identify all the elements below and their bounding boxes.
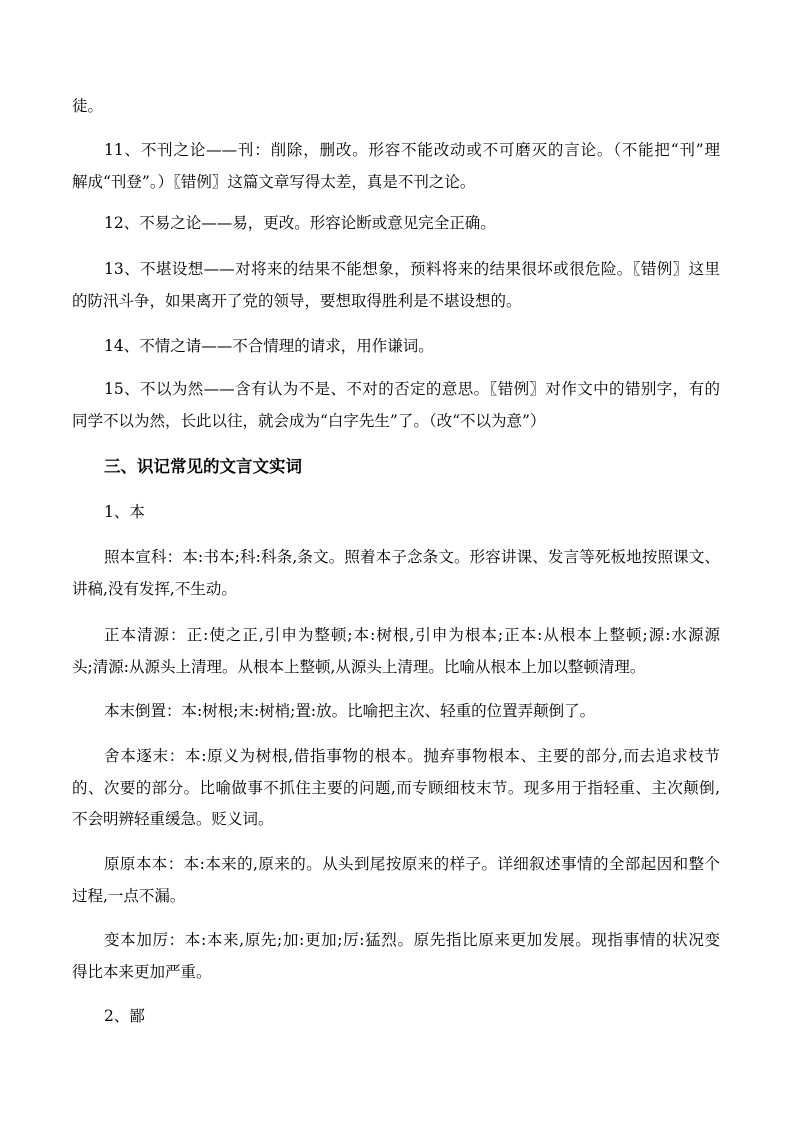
text-line: 过程,一点不漏。: [72, 887, 186, 905]
text-line: 原原本本：本:本来的,原来的。从头到尾按原来的样子。详细叙述事情的全部起因和整个: [104, 855, 720, 873]
text-line: 变本加厉：本:本来,原先;加:更加;厉:猛烈。原先指比原来更加发展。现指事情的状况变: [104, 931, 720, 949]
text-line: 的、次要的部分。比喻做事不抓住主要的问题,而专顾细枝末节。现多用于指轻重、主次颠倒,: [72, 779, 720, 797]
text-line: 1、本: [104, 503, 145, 521]
text-line: 不会明辨轻重缓急。贬义词。: [72, 810, 274, 828]
text-line: 头;清源:从源头上清理。从根本上整顿,从源头上清理。比喻从根本上加以整顿清理。: [72, 658, 646, 676]
text-line: 讲稿,没有发挥,不生动。: [72, 580, 237, 598]
text-line: 2、鄙: [104, 1007, 145, 1025]
text-line: 15、不以为然——含有认为不是、不对的否定的意思。〖错例〗对作文中的错别字，有的: [104, 380, 720, 398]
text-line: 正本清源：正:使之正,引申为整顿;本:树根,引申为根本;正本:从根本上整顿;源:水源源: [104, 626, 720, 644]
text-line: 徒。: [72, 97, 104, 115]
text-line: 得比本来更加严重。: [72, 963, 212, 981]
text-line: 12、不易之论——易，更改。形容论断或意见完全正确。: [104, 214, 496, 232]
text-line: 解成“刊登”。）〖错例〗这篇文章写得太差，真是不刊之论。: [72, 173, 476, 191]
text-line: 舍本逐末：本:原义为树根,借指事物的根本。抛弃事物根本、主要的部分,而去追求枝节: [104, 747, 720, 765]
text-line: 11、不刊之论——刊：削除，删改。形容不能改动或不可磨灭的言论。（不能把“刊”理: [104, 141, 720, 159]
text-line: 本末倒置：本:树根;末:树梢;置:放。比喻把主次、轻重的位置弄颠倒了。: [104, 702, 596, 720]
text-line: 同学不以为然，长此以往，就会成为“白字先生”了。（改“不以为意”）: [72, 412, 546, 430]
text-line: 的防汛斗争，如果离开了党的领导，要想取得胜利是不堪设想的。: [72, 292, 522, 310]
section-heading: 三、识记常见的文言文实词: [104, 457, 302, 476]
text-line: 14、不情之请——不合情理的请求，用作谦词。: [104, 337, 434, 355]
text-line: 13、不堪设想——对将来的结果不能想象，预料将来的结果很坏或很危险。〖错例〗这里: [104, 260, 720, 278]
text-line: 照本宣科：本:书本;科:科条,条文。照着本子念条文。形容讲课、发言等死板地按照课文、: [104, 548, 720, 566]
